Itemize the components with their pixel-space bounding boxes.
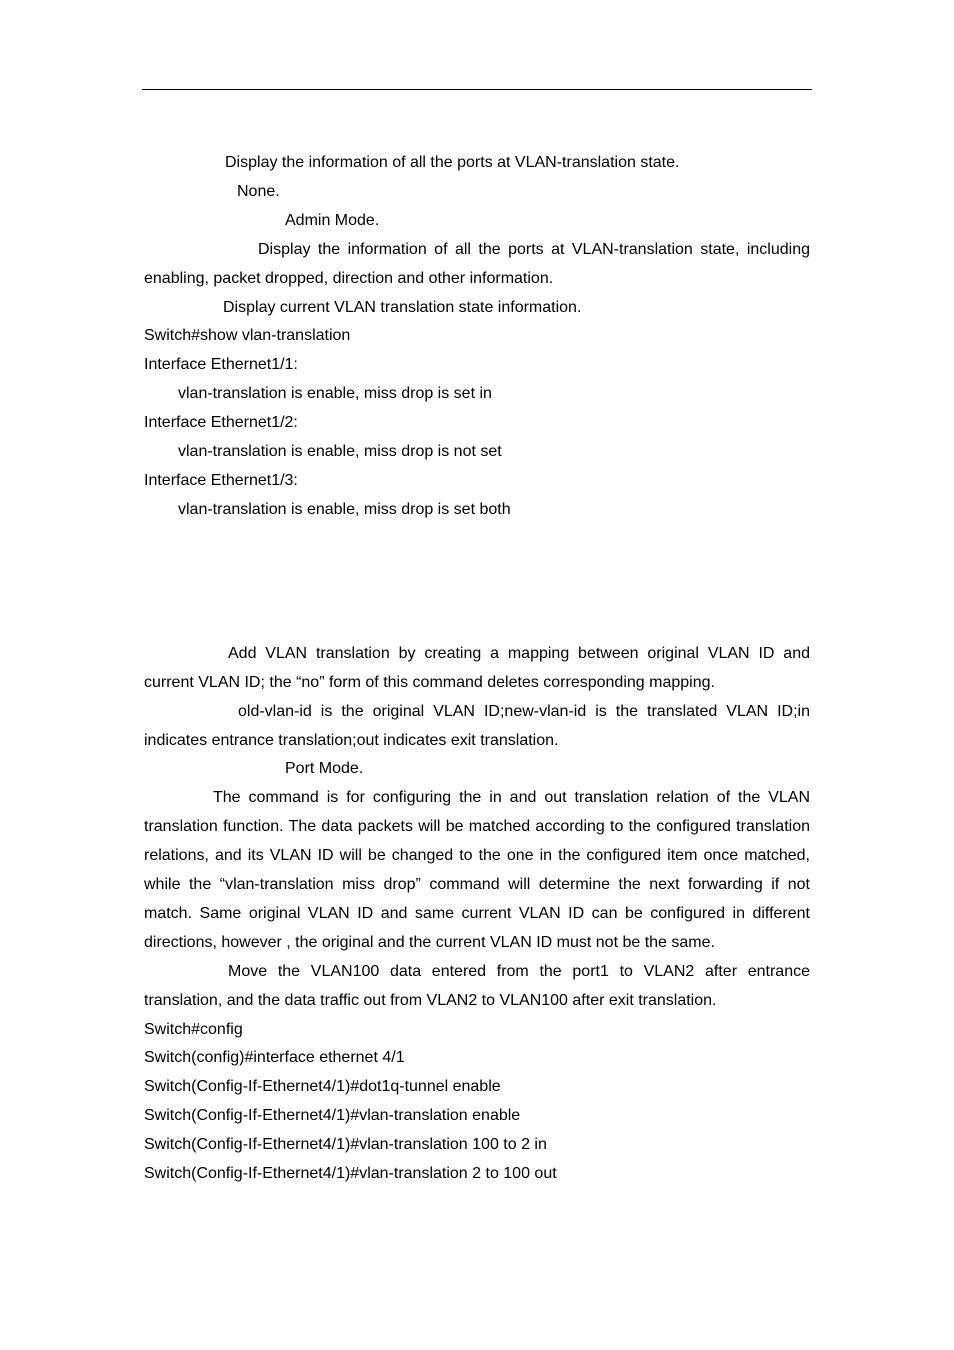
code-line: Switch(Config-If-Ethernet4/1)#dot1q-tunnel enable [144, 1078, 501, 1096]
show-usage: Display the information of all the ports at VLAN-translation state, including enabling, packet dropped, direction and other information. [144, 240, 810, 287]
code-line: vlan-translation is enable, miss drop is not set [178, 443, 502, 461]
header-rule [142, 89, 812, 90]
code-line: Switch#show vlan-translation [144, 327, 351, 345]
code-line: Switch(Config-If-Ethernet4/1)#vlan-translation 100 to 2 in [144, 1136, 547, 1154]
show-example: Display current VLAN translation state information. [223, 298, 582, 316]
trans-mode: Port Mode. [285, 760, 364, 778]
trans-usage: The command is for configuring the in and out translation relation of the VLAN translation function. The data packets will be matched according to the configured translation relations, and its VLAN ID will be changed to the one in the configured item once matched, while the “vlan-translation miss drop” command will determine the next forwarding if not match. Same original VLAN ID and same current VLAN ID can be configured in different directions, however , the original and the current VLAN ID must not be the same. [144, 789, 810, 951]
trans-example: Move the VLAN100 data entered from the port1 to VLAN2 after entrance translation, and the data traffic out from VLAN2 to VLAN100 after exit translation. [144, 962, 810, 1009]
trans-parameter: old-vlan-id is the original VLAN ID;new-vlan-id is the translated VLAN ID;in indicates entrance translation;out indicates exit translation. [144, 702, 810, 749]
code-line: Switch(config)#interface ethernet 4/1 [144, 1049, 405, 1067]
code-line: Switch(Config-If-Ethernet4/1)#vlan-translation enable [144, 1107, 521, 1125]
code-line: Switch(Config-If-Ethernet4/1)#vlan-translation 2 to 100 out [144, 1165, 557, 1183]
page-content [144, 149, 810, 1189]
code-line: vlan-translation is enable, miss drop is set both [178, 500, 511, 518]
code-line: Switch#config [144, 1020, 243, 1038]
code-line: vlan-translation is enable, miss drop is set in [178, 385, 492, 403]
code-line: Interface Ethernet1/2: [144, 414, 298, 432]
show-function: Display the information of all the ports at VLAN-translation state. [225, 154, 680, 171]
show-mode: Admin Mode. [285, 211, 380, 229]
code-line: Interface Ethernet1/1: [144, 356, 298, 374]
section-gap [144, 525, 810, 640]
show-parameter: None. [237, 182, 280, 200]
code-line: Interface Ethernet1/3: [144, 471, 298, 489]
trans-function: Add VLAN translation by creating a mapping between original VLAN ID and current VLAN ID; the “no” form of this command deletes corresponding mapping. [144, 644, 810, 691]
